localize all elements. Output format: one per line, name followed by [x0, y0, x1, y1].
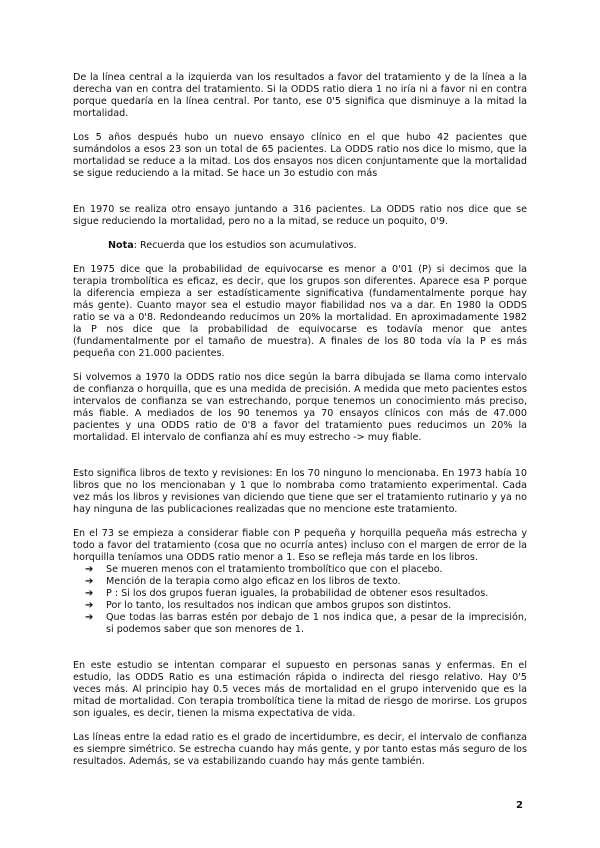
list-item: ➔ Se mueren menos con el tratamiento trombolítico que con el placebo. — [85, 564, 443, 575]
paragraph-second-trial: Los 5 años después hubo un nuevo ensayo clínico en el que hubo 42 pacientes que sumándolos a esos 23 son un total de 65 pacientes. La ODDS ratio nos dice lo mismo, que la mortalidad se reduce a la mitad. Los dos ensayos nos dicen conjuntamente que la mortalidad se sigue reduciendo a la mitad. Se hace un 3o estudio con más — [73, 132, 527, 179]
arrow-right-icon: ➔ — [85, 600, 94, 611]
note-line — [108, 240, 357, 252]
paragraph-1970-trial: En 1970 se realiza otro ensayo juntando a 316 pacientes. La ODDS ratio nos dice que se sigue reduciendo la mortalidad, pero no a la mitad, se reduce un poquito, 0'9. — [73, 204, 527, 227]
note-label: Nota — [108, 240, 134, 251]
paragraph-forest-plot-direction: De la línea central a la izquierda van los resultados a favor del tratamiento y de la línea a la derecha van en contra del tratamiento. Si la ODDS ratio diera 1 no iría ni a favor ni en contra porque quedaría en la línea central. Por tanto, ese 0'5 significa que disminuye a la mitad la mortalidad. — [73, 72, 527, 119]
note-text: : Recuerda que los estudios son acumulativos. — [133, 240, 357, 251]
paragraph-confidence-interval: Si volvemos a 1970 la ODDS ratio nos dice según la barra dibujada se llama como intervalo de confianza o horquilla, que es una medida de precisión. A medida que meto pacientes estos intervalos de confianza se van estrechando, porque tenemos un conocimiento más preciso, más fiable. A mediados de los 90 tenemos ya 70 ensayos clínicos con más de 47.000 pacientes y una ODDS ratio de 0'8 a favor del tratamiento pues reducimos un 20% la mortalidad. El intervalo de confianza ahí es muy estrecho -> muy fiable. — [73, 372, 527, 443]
paragraph-healthy-vs-sick-study: En este estudio se intentan comparar el supuesto en personas sanas y enfermas. En el estudio, las ODDS Ratio es una estimación rápida o indirecta del riesgo relativo. Hay 0'5 veces más. Al principio hay 0.5 veces más de mortalidad en el grupo intervenido que es la mitad de mortalidad. Con terapia trombolítica tiene la mitad de riesgo de morirse. Los grupos son iguales, es decir, tienen la misma expectativa de vida. — [73, 660, 527, 719]
arrow-right-icon: ➔ — [85, 588, 94, 599]
paragraph-1973-reliability: En el 73 se empieza a considerar fiable con P pequeña y horquilla pequeña más estrecha y todo a favor del tratamiento (cosa que no ocurría antes) incluso con el margen de error de la horquilla teníamos una ODDS ratio menor a 1. Eso se refleja más tarde en los libros. — [73, 528, 527, 563]
arrow-right-icon: ➔ — [85, 564, 94, 575]
paragraph-uncertainty-lines: Las líneas entre la edad ratio es el grado de incertidumbre, es decir, el intervalo de confianza es siempre simétrico. Se estrecha cuando hay más gente, y por tanto estas más seguro de los resultados. Además, se va estabilizando cuando hay más gente también. — [73, 732, 527, 767]
arrow-bullet-list — [80, 564, 527, 636]
list-item: ➔ Que todas las barras estén por debajo de 1 nos indica que, a pesar de la imprecisión, si podemos saber que son menores de 1. — [85, 612, 527, 635]
arrow-right-icon: ➔ — [85, 576, 94, 587]
arrow-right-icon: ➔ — [85, 612, 94, 623]
paragraph-1975-significance: En 1975 dice que la probabilidad de equivocarse es menor a 0'01 (P) si decimos que la terapia trombolítica es eficaz, es decir, que los grupos son diferentes. Aparece esa P porque la diferencia empieza a ser estadísticamente significativa (fundamentalmente porque hay más gente). Cuanto mayor sea el estudio mayor fiabilidad nos va a dar. En 1980 la ODDS ratio se va a 0'8. Redondeando reducimos un 20% la mortalidad. En aproximadamente 1982 la P nos dice que la probabilidad de equivocarse es todavía menor que antes (fundamentalmente por el tamaño de muestra). A finales de los 80 toda vía la P es más pequeña con 21.000 pacientes. — [73, 264, 527, 359]
page-number: 2 — [516, 800, 523, 811]
paragraph-textbooks-reviews: Esto significa libros de texto y revisiones: En los 70 ninguno lo mencionaba. En 1973 había 10 libros que no los mencionaban y 1 que lo nombraba como tratamiento experimental. Cada vez más los libros y revisiones van diciendo que tiene que ser el tratamiento rutinario y ya no hay ninguna de las publicaciones realizadas que no mencione este tratamiento. — [73, 468, 527, 515]
list-item: ➔ Por lo tanto, los resultados nos indican que ambos grupos son distintos. — [85, 600, 452, 611]
list-item: ➔ P : Si los dos grupos fueran iguales, la probabilidad de obtener esos resultados. — [85, 588, 489, 599]
list-item: ➔ Mención de la terapia como algo eficaz en los libros de texto. — [85, 576, 401, 587]
